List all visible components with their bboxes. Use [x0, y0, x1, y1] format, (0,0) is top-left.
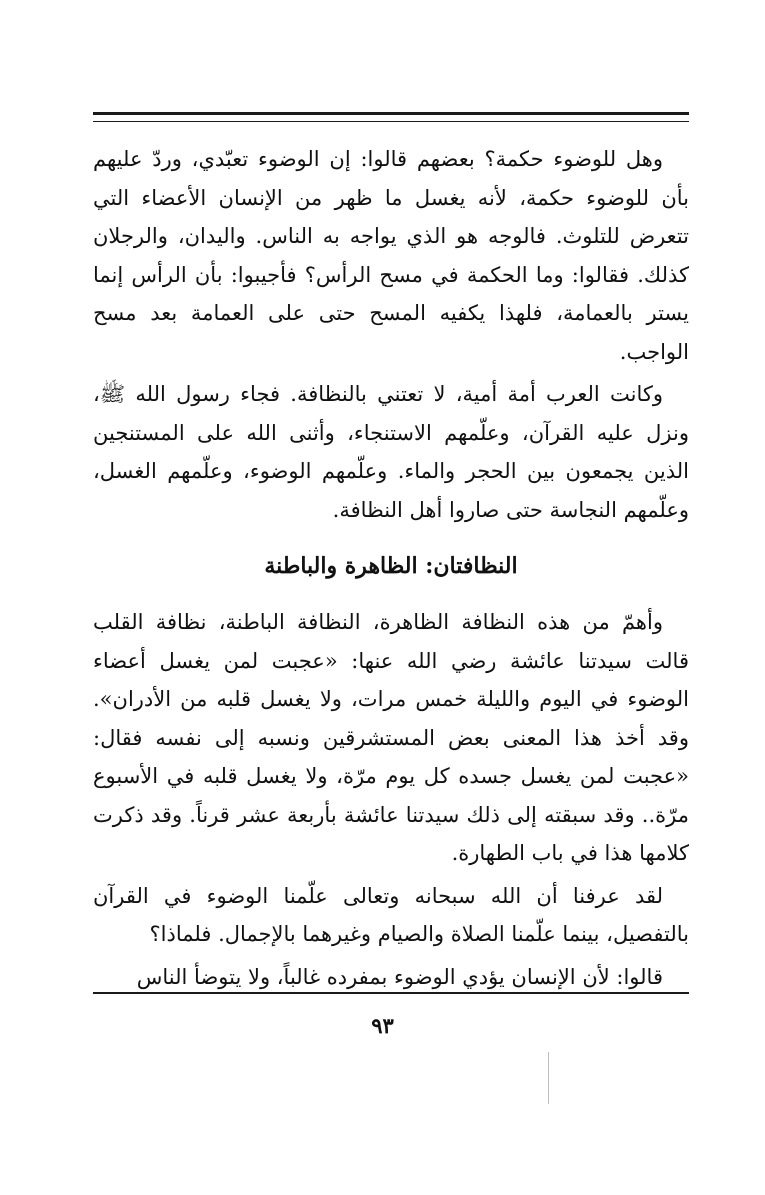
page-number: ٩٣ [371, 1013, 394, 1038]
section-heading: النظافتان: الظاهرة والباطنة [264, 553, 518, 579]
bottom-rule [93, 992, 689, 994]
page-body [93, 140, 689, 1000]
top-rule-thin [93, 121, 689, 122]
paragraph-arabs-cleanliness: وكانت العرب أمة أمية، لا تعتني بالنظافة. فجاء رسول الله ﷺ، ونزل عليه القرآن، وعلّمهم الاستنجاء، وأثنى الله على المستنجين الذين يجمعون بين الحجر والماء. وعلّمهم الوضوء، وعلّمهم الغسل، وعلّمهم النجاسة حتى صاروا أهل النظافة. [93, 382, 689, 522]
scan-artifact-line [548, 1052, 549, 1104]
paragraph-quran-detail: لقد عرفنا أن الله سبحانه وتعالى علّمنا الوضوء في القرآن بالتفصيل، بينما علّمنا الصلاة والصيام وغيرهما بالإجمال. فلماذا؟ [93, 883, 689, 946]
paragraph-wudu-wisdom: وهل للوضوء حكمة؟ بعضهم قالوا: إن الوضوء تعبّدي، وردّ عليهم بأن للوضوء حكمة، لأنه يغسل ما ظهر من الإنسان الأعضاء التي تتعرض للتلوث. فالوجه هو الذي يواجه به الناس. واليدان، والرجلان كذلك. فقالوا: وما الحكمة في مسح الرأس؟ فأجيبوا: بأن الرأس إنما يستر بالعمامة، فلهذا يكفيه المسح حتى على العمامة بعد مسح الواجب. [93, 147, 689, 364]
paragraph-continuation: قالوا: لأن الإنسان يؤدي الوضوء بمفرده غالباً، ولا يتوضأ الناس [136, 964, 663, 989]
paragraph-inner-cleanliness: وأهمّ من هذه النظافة الظاهرة، النظافة الباطنة، نظافة القلب قالت سيدتنا عائشة رضي الله عنها: «عجبت لمن يغسل أعضاء الوضوء في اليوم والليلة خمس مرات، ولا يغسل قلبه من الأدران». وقد أخذ هذا المعنى بعض المستشرقين ونسبه إلى نفسه فقال: «عجبت لمن يغسل جسده كل يوم مرّة، ولا يغسل قلبه في الأسبوع مرّة.. وقد سبقته إلى ذلك سيدتنا عائشة بأربعة عشر قرناً. وقد ذكرت كلامها هذا في باب الطهارة. [93, 610, 689, 865]
top-rule-thick [93, 112, 689, 115]
